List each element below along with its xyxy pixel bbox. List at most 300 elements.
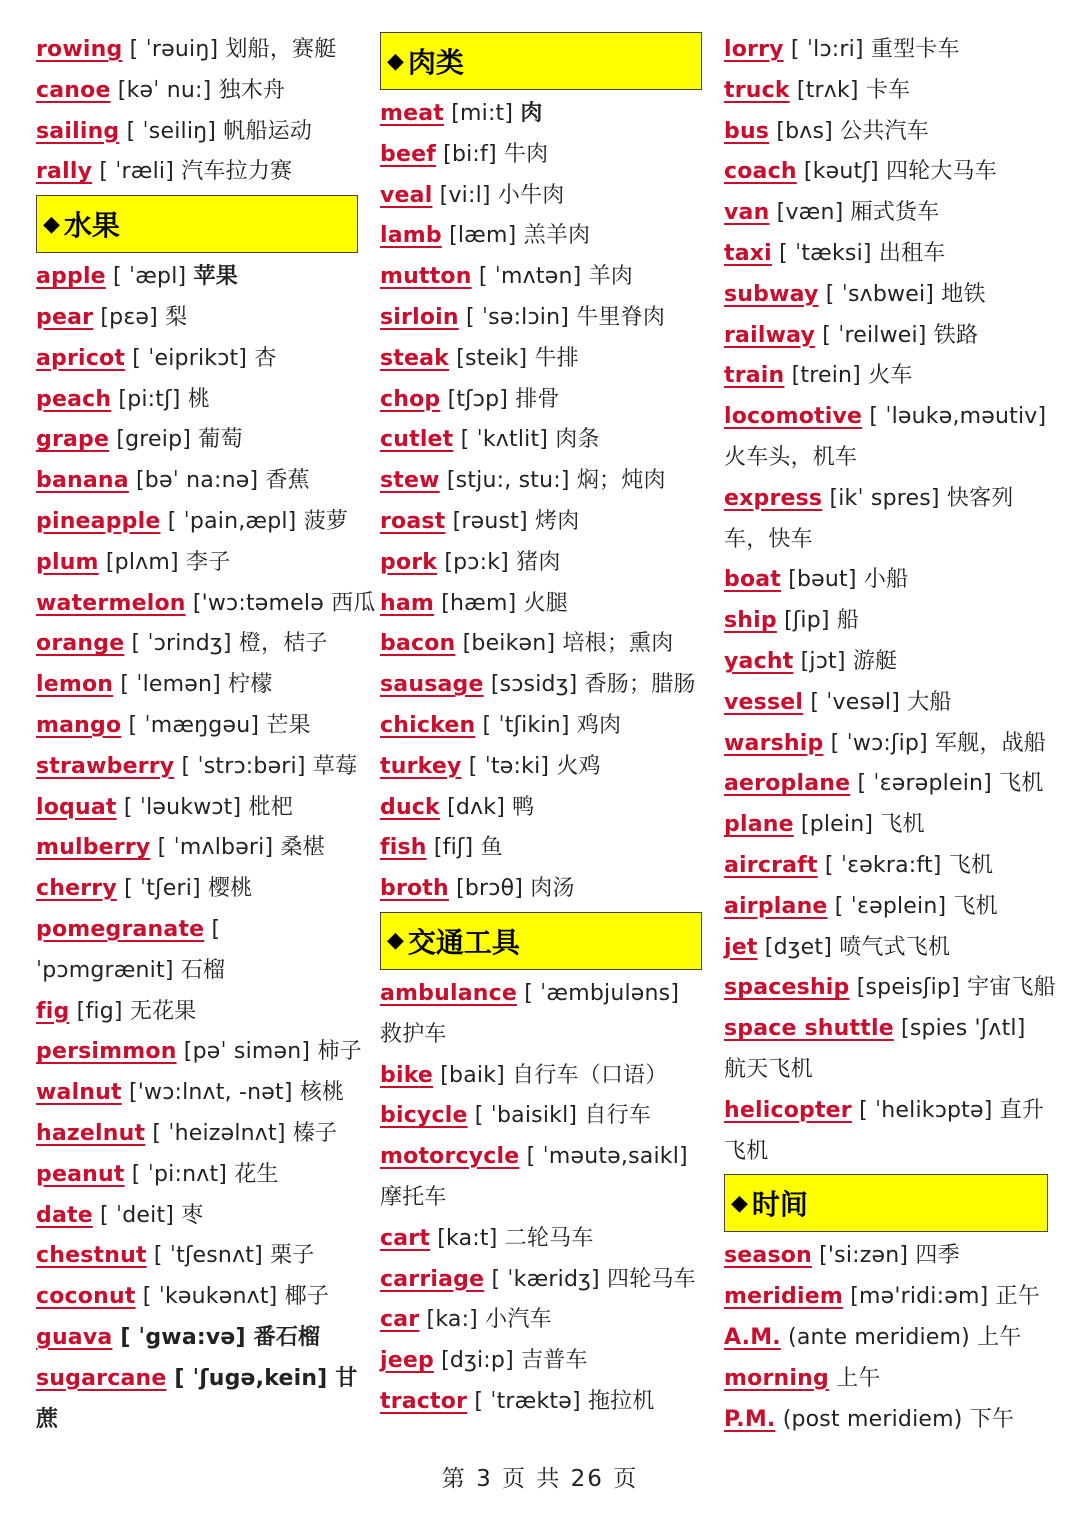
vocab-word: yacht — [724, 648, 794, 674]
phonetic-transcription: [pi:tʃ] — [118, 386, 181, 412]
vocab-entry — [724, 887, 1048, 928]
chinese-meaning: 大船 — [907, 689, 952, 715]
vocab-word: guava — [36, 1324, 113, 1350]
vocab-entry — [36, 420, 358, 461]
vocab-word: banana — [36, 468, 129, 494]
chinese-meaning: 救护车 — [380, 1021, 447, 1047]
chinese-meaning: 拖拉机 — [587, 1388, 655, 1414]
phonetic-transcription: [bi:f] — [443, 141, 497, 167]
vocab-word: chicken — [380, 712, 476, 738]
chinese-meaning: 重型卡车 — [870, 37, 960, 62]
vocab-entry — [724, 30, 1048, 71]
chinese-meaning: 卡车 — [865, 77, 911, 103]
vocab-entry — [380, 135, 702, 176]
vocab-entry — [724, 601, 1048, 642]
chinese-meaning: 枣 — [181, 1202, 204, 1228]
vocab-word: express — [724, 485, 823, 511]
phonetic-transcription: [tʃɔp] — [447, 386, 509, 412]
phonetic-transcription: [ikˈ spres] — [829, 485, 940, 511]
vocab-entry — [36, 71, 358, 112]
vocab-word: lemon — [36, 672, 114, 698]
vocab-entry — [380, 665, 702, 706]
vocab-entry — [380, 380, 702, 421]
phonetic-transcription: [baik] — [440, 1062, 505, 1088]
chinese-meaning: 飞机 — [948, 852, 994, 878]
chinese-meaning: 牛肉 — [503, 141, 549, 167]
phonetic-transcription: [ ˈkəukənʌt] — [142, 1284, 278, 1310]
phonetic-transcription: [ ˈheizəlnʌt] — [152, 1120, 286, 1146]
chinese-meaning: 牛里脊肉 — [576, 304, 666, 330]
chinese-meaning: 花生 — [234, 1161, 279, 1187]
phonetic-transcription: [dʒi:p] — [441, 1348, 514, 1374]
vocab-word: chop — [380, 386, 441, 412]
phonetic-transcription: [ ˈæpl] — [113, 264, 187, 290]
vocab-word: car — [380, 1307, 420, 1333]
vocab-entry — [36, 910, 358, 992]
vocab-entry — [36, 1155, 358, 1196]
vocab-entry — [36, 788, 358, 829]
chinese-meaning: 羔羊肉 — [523, 223, 591, 249]
vocab-entry — [36, 339, 358, 380]
chinese-meaning: 小牛肉 — [497, 182, 565, 208]
vocab-entry — [36, 665, 358, 706]
vocab-entry — [380, 461, 702, 502]
phonetic-transcription: [speisʃip] — [856, 975, 960, 1001]
phonetic-transcription: [ ˈmæŋgəu] — [128, 712, 260, 738]
section-header — [380, 32, 702, 90]
vocab-word: hazelnut — [36, 1120, 146, 1146]
phonetic-transcription: [kəˈ nu:] — [117, 77, 212, 103]
vocab-word: ambulance — [380, 980, 517, 1006]
chinese-meaning: 鱼 — [480, 835, 503, 861]
phonetic-transcription: [greip] — [116, 427, 192, 453]
column-3 — [724, 30, 1056, 1440]
vocab-word: season — [724, 1243, 812, 1269]
chinese-meaning: 船 — [836, 608, 860, 634]
vocab-entry — [380, 94, 702, 135]
phonetic-transcription: [bəˈ na:nə] — [136, 468, 259, 494]
vocab-word: sausage — [380, 672, 484, 698]
vocab-entry — [724, 1318, 1048, 1359]
phonetic-transcription: [jɔt] — [800, 648, 846, 674]
phonetic-transcription: [ ˈlemən] — [120, 672, 221, 698]
phonetic-transcription: [ ˈmʌtən] — [478, 264, 582, 290]
chinese-meaning: 肉汤 — [530, 876, 575, 902]
phonetic-transcription: [ ˈreilwei] — [822, 322, 927, 348]
vocab-entry — [724, 1009, 1048, 1091]
vocab-word: sirloin — [380, 304, 459, 330]
vocab-word: fish — [380, 835, 427, 861]
phonetic-transcription: [ ˈləukə,məutiv] — [869, 404, 1047, 430]
chinese-meaning: 自行车 — [584, 1103, 651, 1129]
chinese-meaning: 地铁 — [941, 281, 986, 307]
vocab-word: pomegranate — [36, 916, 205, 942]
vocab-word: meridiem — [724, 1284, 843, 1310]
vocab-entry — [380, 543, 702, 584]
phonetic-transcription: [ ˈɔrindʒ] — [131, 631, 232, 657]
vocab-entry — [724, 1400, 1048, 1441]
vocab-word: boat — [724, 567, 782, 593]
vocab-entry — [724, 1277, 1048, 1318]
phonetic-transcription: [ ˈtʃikin] — [482, 712, 570, 738]
diamond-bullet-icon: ◆ — [43, 211, 60, 237]
phonetic-transcription: [mə'ridi:əm] — [850, 1284, 989, 1310]
vocab-word: van — [724, 200, 770, 226]
diamond-bullet-icon: ◆ — [731, 1190, 748, 1216]
phonetic-transcription: [trein] — [791, 363, 861, 389]
phonetic-transcription: [ ˈsə:lɔin] — [465, 304, 570, 330]
vocab-entry — [380, 747, 702, 788]
chinese-meaning: 香肠；腊肠 — [584, 672, 696, 698]
section-title: 时间 — [751, 1188, 808, 1222]
phonetic-transcription: [ ˈhelikɔptə] — [859, 1097, 993, 1123]
vocab-entry — [36, 152, 358, 193]
chinese-meaning: 喷气式飞机 — [839, 934, 951, 960]
vocab-word: canoe — [36, 77, 111, 103]
chinese-meaning: 肉 — [520, 101, 543, 126]
vocab-entry — [724, 397, 1048, 479]
vocab-word: mulberry — [36, 835, 151, 861]
vocab-entry — [36, 624, 358, 665]
section-header — [380, 912, 702, 970]
vocab-entry — [380, 1219, 702, 1260]
vocab-word: motorcycle — [380, 1144, 520, 1170]
chinese-meaning: 菠萝 — [303, 508, 349, 534]
vocab-entry — [36, 1196, 358, 1237]
vocab-word: carriage — [380, 1266, 485, 1292]
phonetic-transcription: [ ˈpi:nʌt] — [131, 1161, 228, 1187]
chinese-meaning: 厢式货车 — [850, 200, 940, 226]
phonetic-transcription: (ante meridiem) — [788, 1324, 970, 1350]
chinese-meaning: 羊肉 — [588, 264, 633, 290]
chinese-meaning: 椰子 — [284, 1284, 330, 1310]
vocab-entry — [380, 420, 702, 461]
section-title: 肉类 — [407, 46, 464, 79]
vocab-word: tractor — [380, 1388, 468, 1414]
chinese-meaning: 培根；熏肉 — [562, 631, 674, 657]
vocab-entry — [380, 216, 702, 257]
vocab-entry — [380, 1300, 702, 1341]
phonetic-transcription: [ ˈpain,æpl] — [167, 508, 297, 534]
phonetic-transcription: [ ˈʃugə,kein] — [174, 1365, 328, 1391]
chinese-meaning: 火腿 — [523, 590, 569, 616]
chinese-meaning: 公共汽车 — [840, 118, 929, 144]
section-header — [724, 1174, 1048, 1232]
chinese-meaning: 烤肉 — [535, 508, 580, 534]
vocab-entry — [380, 1056, 702, 1097]
vocab-entry — [380, 339, 702, 380]
vocab-word: watermelon — [36, 590, 186, 616]
phonetic-transcription: [ ˈseiliŋ] — [126, 118, 217, 144]
vocab-entry — [36, 706, 358, 747]
chinese-meaning: 二轮马车 — [504, 1225, 594, 1251]
vocab-word: mutton — [380, 264, 472, 290]
chinese-meaning: 牛排 — [534, 345, 579, 371]
diamond-bullet-icon: ◆ — [387, 928, 404, 954]
phonetic-transcription: [brɔθ] — [456, 876, 524, 902]
chinese-meaning: 猪肉 — [516, 549, 561, 575]
chinese-meaning: 柠檬 — [228, 672, 273, 698]
chinese-meaning: 小汽车 — [485, 1307, 552, 1333]
chinese-meaning: 上午 — [836, 1365, 881, 1391]
vocab-word: taxi — [724, 240, 772, 266]
vocab-word: beef — [380, 141, 436, 167]
chinese-meaning: 吉普车 — [521, 1348, 588, 1374]
phonetic-transcription: [ ˈkʌtlit] — [460, 427, 549, 453]
vocab-entry — [724, 724, 1048, 765]
phonetic-transcription: [ka:] — [426, 1307, 478, 1333]
vocab-entry — [380, 584, 702, 625]
phonetic-transcription: [bʌs] — [776, 118, 833, 144]
phonetic-transcription: [pɔ:k] — [444, 549, 509, 575]
chinese-meaning: 无花果 — [129, 998, 197, 1024]
phonetic-transcription: [læm] — [449, 223, 517, 249]
phonetic-transcription: [ka:t] — [437, 1225, 498, 1251]
vocab-word: cutlet — [380, 427, 454, 453]
chinese-meaning: 柿子 — [317, 1039, 362, 1065]
vocab-entry — [724, 275, 1048, 316]
chinese-meaning: 四季 — [915, 1243, 960, 1269]
vocab-word: sugarcane — [36, 1365, 167, 1391]
phonetic-transcription: [dʒet] — [764, 934, 832, 960]
phonetic-transcription: [steik] — [456, 345, 528, 371]
chinese-meaning: 肉条 — [555, 427, 600, 453]
vocab-word: ham — [380, 590, 435, 616]
chinese-meaning: 划船，赛艇 — [225, 37, 337, 62]
vocab-word: P.M. — [724, 1406, 776, 1432]
chinese-meaning: 下午 — [969, 1406, 1015, 1432]
column-1 — [36, 30, 376, 1440]
phonetic-transcription: [kəutʃ] — [803, 159, 879, 185]
vocab-entry — [36, 257, 358, 298]
vocab-word: apricot — [36, 345, 126, 371]
vocab-entry — [724, 234, 1048, 275]
vocab-word: steak — [380, 345, 450, 371]
phonetic-transcription: [sɔsidʒ] — [490, 672, 578, 698]
chinese-meaning: 芒果 — [266, 712, 311, 738]
phonetic-transcription: [ ˈɛəkra:ft] — [824, 852, 942, 878]
vocab-word: jeep — [380, 1348, 434, 1374]
vocab-word: A.M. — [724, 1324, 781, 1350]
vocab-entry — [724, 1236, 1048, 1277]
vocab-entry — [380, 828, 702, 869]
page-footer: 第 3 页 共 26 页 — [441, 1466, 639, 1492]
phonetic-transcription: [ ˈgwa:və] — [120, 1324, 246, 1350]
vocab-entry — [380, 502, 702, 543]
chinese-meaning: 出租车 — [878, 240, 946, 266]
vocab-word: truck — [724, 77, 790, 103]
vocab-word: subway — [724, 281, 819, 307]
vocab-word: mango — [36, 712, 122, 738]
chinese-meaning: 飞机 — [953, 893, 998, 919]
vocab-word: veal — [380, 182, 433, 208]
phonetic-transcription: [dʌk] — [447, 794, 505, 820]
phonetic-transcription: [mi:t] — [451, 101, 514, 126]
phonetic-transcription: [rəust] — [452, 508, 528, 534]
vocab-word: pear — [36, 304, 94, 330]
vocab-word: spaceship — [724, 975, 850, 1001]
vocab-entry — [724, 560, 1048, 601]
chinese-meaning: 甘蔗 — [36, 1365, 358, 1432]
phonetic-transcription: [ ˈtə:ki] — [468, 753, 550, 779]
vocab-entry — [724, 968, 1056, 1009]
chinese-meaning: 游艇 — [852, 648, 898, 674]
vocab-word: warship — [724, 730, 824, 756]
vocab-entry — [36, 1073, 358, 1114]
phonetic-transcription: [ ˈtæksi] — [779, 240, 872, 266]
phonetic-transcription: [trʌk] — [796, 77, 859, 103]
chinese-meaning: 直升飞机 — [724, 1097, 1045, 1164]
phonetic-transcription: [hæm] — [441, 590, 517, 616]
vocab-entry — [724, 805, 1048, 846]
chinese-meaning: 葡萄 — [198, 427, 243, 453]
chinese-meaning: 桑椹 — [280, 835, 325, 861]
vocab-word: walnut — [36, 1080, 122, 1106]
vocab-word: bus — [724, 118, 770, 144]
vocab-word: space shuttle — [724, 1016, 894, 1042]
vocab-word: grape — [36, 427, 110, 453]
chinese-meaning: 梨 — [165, 304, 188, 330]
vocab-entry — [380, 1260, 702, 1301]
chinese-meaning: 西瓜 — [331, 590, 376, 616]
vocab-entry — [724, 928, 1048, 969]
vocab-entry — [724, 152, 1048, 193]
section-header — [36, 195, 358, 253]
vocab-entry — [380, 624, 702, 665]
chinese-meaning: 火车 — [868, 363, 913, 389]
phonetic-transcription: [ ˈpɔmgrænit] — [36, 916, 221, 983]
vocab-entry — [36, 1236, 358, 1277]
vocab-word: peanut — [36, 1161, 125, 1187]
vocab-entry — [36, 502, 358, 543]
phonetic-transcription: [ ˈeiprikɔt] — [132, 345, 248, 371]
phonetic-transcription: [plʌm] — [105, 549, 179, 575]
vocab-entry — [724, 642, 1048, 683]
chinese-meaning: 摩托车 — [380, 1184, 447, 1210]
vocab-entry — [724, 71, 1048, 112]
vocab-entry — [36, 1114, 358, 1155]
chinese-meaning: 番石榴 — [253, 1324, 321, 1350]
vocab-entry — [36, 747, 358, 788]
section-title: 交通工具 — [407, 925, 520, 959]
vocab-entry — [724, 316, 1048, 357]
chinese-meaning: 草莓 — [312, 753, 358, 779]
phonetic-transcription: [ ˈkæridʒ] — [491, 1266, 600, 1292]
vocab-entry — [724, 846, 1048, 887]
vocab-word: roast — [380, 508, 446, 534]
vocab-word: ship — [724, 608, 777, 634]
phonetic-transcription: [ ˈləukwɔt] — [123, 794, 242, 820]
chinese-meaning: 小船 — [863, 567, 909, 593]
column-2 — [380, 30, 702, 1423]
vocab-word: coach — [724, 159, 797, 185]
phonetic-transcription: [ ˈvesəl] — [810, 689, 900, 715]
vocab-entry — [724, 479, 1048, 561]
vocab-entry — [36, 1359, 358, 1441]
vocab-word: rowing — [36, 37, 123, 62]
vocab-entry — [380, 869, 702, 910]
vocab-entry — [380, 176, 702, 217]
chinese-meaning: 李子 — [186, 549, 231, 575]
vocab-word: morning — [724, 1365, 829, 1391]
phonetic-transcription: [ ˈtʃeri] — [124, 876, 201, 902]
vocab-word: locomotive — [724, 404, 863, 430]
chinese-meaning: 橙，桔子 — [238, 631, 328, 657]
vocab-word: fig — [36, 998, 70, 1024]
vocab-entry — [380, 1382, 702, 1423]
phonetic-transcription: [beikən] — [462, 631, 556, 657]
phonetic-transcription: [fiʃ] — [433, 835, 474, 861]
vocab-word: orange — [36, 631, 125, 657]
chinese-meaning: 军舰，战船 — [935, 730, 1047, 756]
chinese-meaning: 宇宙飞船 — [967, 975, 1056, 1001]
chinese-meaning: 航天飞机 — [724, 1056, 813, 1082]
vocab-word: peach — [36, 386, 112, 412]
phonetic-transcription: [ ˈɛəplein] — [834, 893, 947, 919]
section-title: 水果 — [63, 209, 120, 243]
vocab-word: chestnut — [36, 1243, 147, 1269]
vocab-word: persimmon — [36, 1039, 177, 1065]
chinese-meaning: 铁路 — [933, 322, 979, 348]
vocab-entry — [36, 1277, 358, 1318]
chinese-meaning: 焖；炖肉 — [576, 468, 666, 494]
vocab-entry — [724, 683, 1048, 724]
vocab-entry — [724, 1091, 1048, 1173]
vocab-entry — [380, 788, 702, 829]
vocab-entry — [380, 257, 702, 298]
phonetic-transcription: [væn] — [776, 200, 844, 226]
vocab-word: bicycle — [380, 1103, 468, 1129]
chinese-meaning: 香蕉 — [265, 468, 310, 494]
chinese-meaning: 帆船运动 — [223, 118, 313, 144]
phonetic-transcription: [ ˈbaisikl] — [474, 1103, 578, 1129]
chinese-meaning: 自行车（口语） — [512, 1062, 668, 1088]
chinese-meaning: 飞机 — [880, 812, 925, 838]
phonetic-transcription: [ ˈstrɔ:bəri] — [181, 753, 306, 779]
vocab-entry — [380, 974, 702, 1056]
vocab-word: aeroplane — [724, 771, 851, 797]
vocab-entry — [36, 298, 358, 339]
phonetic-transcription: [pɛə] — [100, 304, 158, 330]
vocab-word: meat — [380, 101, 445, 126]
chinese-meaning: 鸭 — [512, 794, 535, 820]
chinese-meaning: 上午 — [977, 1324, 1022, 1350]
vocab-entry — [380, 1137, 702, 1219]
phonetic-transcription: [ ˈɛərəplein] — [857, 771, 992, 797]
phonetic-transcription: [ ˈtʃesnʌt] — [153, 1243, 263, 1269]
vocab-word: airplane — [724, 893, 828, 919]
phonetic-transcription: [ ˈæmbjuləns] — [524, 980, 680, 1006]
phonetic-transcription: [fig] — [76, 998, 123, 1024]
vocab-word: strawberry — [36, 753, 175, 779]
chinese-meaning: 石榴 — [180, 957, 226, 983]
vocab-entry — [380, 1341, 702, 1382]
vocab-word: duck — [380, 794, 440, 820]
chinese-meaning: 独木舟 — [218, 77, 286, 103]
vocab-word: cart — [380, 1225, 431, 1251]
chinese-meaning: 栗子 — [270, 1243, 315, 1269]
vocab-word: lamb — [380, 223, 442, 249]
vocab-word: date — [36, 1202, 93, 1228]
chinese-meaning: 杏 — [254, 345, 277, 371]
vocab-entry — [36, 30, 358, 71]
phonetic-transcription: [pəˈ simən] — [183, 1039, 311, 1065]
chinese-meaning: 鸡肉 — [576, 712, 622, 738]
chinese-meaning: 火车头，机车 — [724, 444, 858, 470]
vocab-word: vessel — [724, 689, 804, 715]
phonetic-transcription: [plein] — [800, 812, 874, 838]
chinese-meaning: 火鸡 — [556, 753, 601, 779]
